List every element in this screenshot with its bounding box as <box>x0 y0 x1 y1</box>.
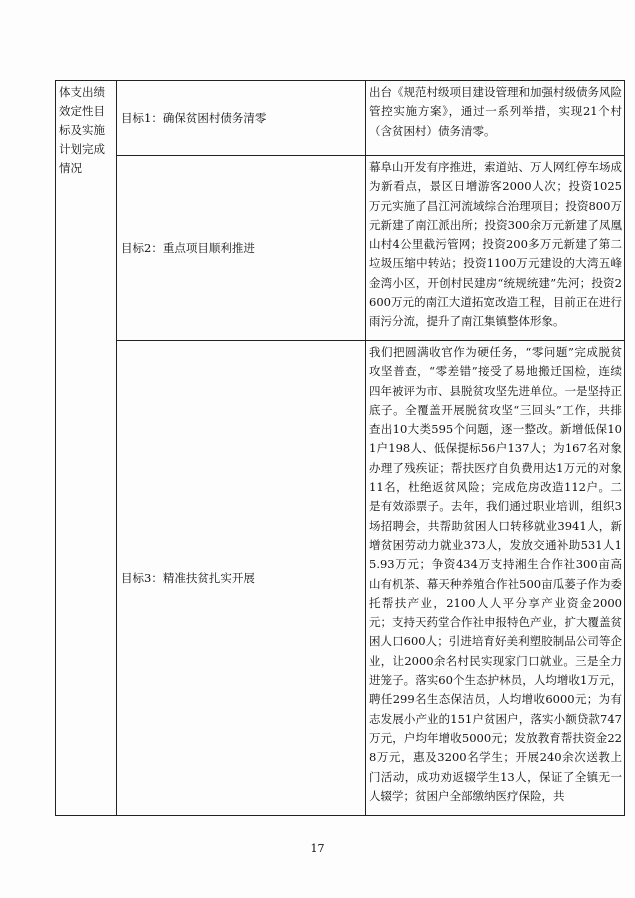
category-cell: 体支出绩效定性目标及实施计划完成情况 <box>56 81 117 816</box>
target-cell: 目标1：确保贫困村债务清零 <box>117 81 366 156</box>
content-cell: 出台《规范村级项目建设管理和加强村级债务风险管控实施方案》，通过一系列举措，实现21个村（含贫困村）债务清零。 <box>366 81 625 156</box>
table-row <box>56 156 625 341</box>
table-row <box>56 81 625 156</box>
table-row <box>56 341 625 816</box>
page-number: 17 <box>310 842 325 855</box>
performance-table <box>55 80 625 816</box>
content-cell: 幕阜山开发有序推进，索道站、万人网红停车场成为新看点，景区日增游客2000人次；投资1025万元实施了昌江河流域综合治理项目；投资800万元新建了南江派出所；投资300余万元新建了凤凰山村4公里截污管网；投资200多万元新建了第二垃圾压缩中转站；投资1100万元建设的大湾五峰金湾小区，开创村民建房“统规统建”先河；投资2600万元的南江大道拓宽改造工程，目前正在进行雨污分流，提升了南江集镇整体形象。 <box>366 156 625 341</box>
target-cell: 目标2：重点项目顺利推进 <box>117 156 366 341</box>
target-cell: 目标3：精准扶贫扎实开展 <box>117 341 366 816</box>
content-cell: 我们把圆满收官作为硬任务，“零问题”完成脱贫攻坚普查，“零差错”接受了易地搬迁国检，连续四年被评为市、县脱贫攻坚先进单位。一是坚持正底子。全覆盖开展脱贫攻坚“三回头”工作，共排查出10大类595个问题，逐一整改。新增低保101户198人、低保提标56户137人；为167名对象办理了残疾证；帮扶医疗自负费用达1万元的对象11名，杜绝返贫风险；完成危房改造112户。二是有效添票子。去年，我们通过职业培训，组织3场招聘会，共帮助贫困人口转移就业3941人，新增贫困劳动力就业373人，发放交通补助531人15.93万元；争资434万支持湘生合作社300亩高山有机茶、幕天种养殖合作社500亩瓜蒌子作为委托帮扶产业，2100人人平分享产业资金2000元；支持天药堂合作社申报特色产业，扩大覆盖贫困人口600人；引进培育好美利塑胶制品公司等企业，让2000余名村民实现家门口就业。三是全力进笼子。落实60个生态护林员，人均增收1万元，聘任299名生态保洁员，人均增收6000元；为有志发展小产业的151户贫困户，落实小额贷款747万元，户均年增收5000元；发放教育帮扶资金228万元，惠及3200名学生；开展240余次送教上门活动，成功劝返辍学生13人，保证了全镇无一人辍学；贫困户全部缴纳医疗保险，共 <box>366 341 625 816</box>
